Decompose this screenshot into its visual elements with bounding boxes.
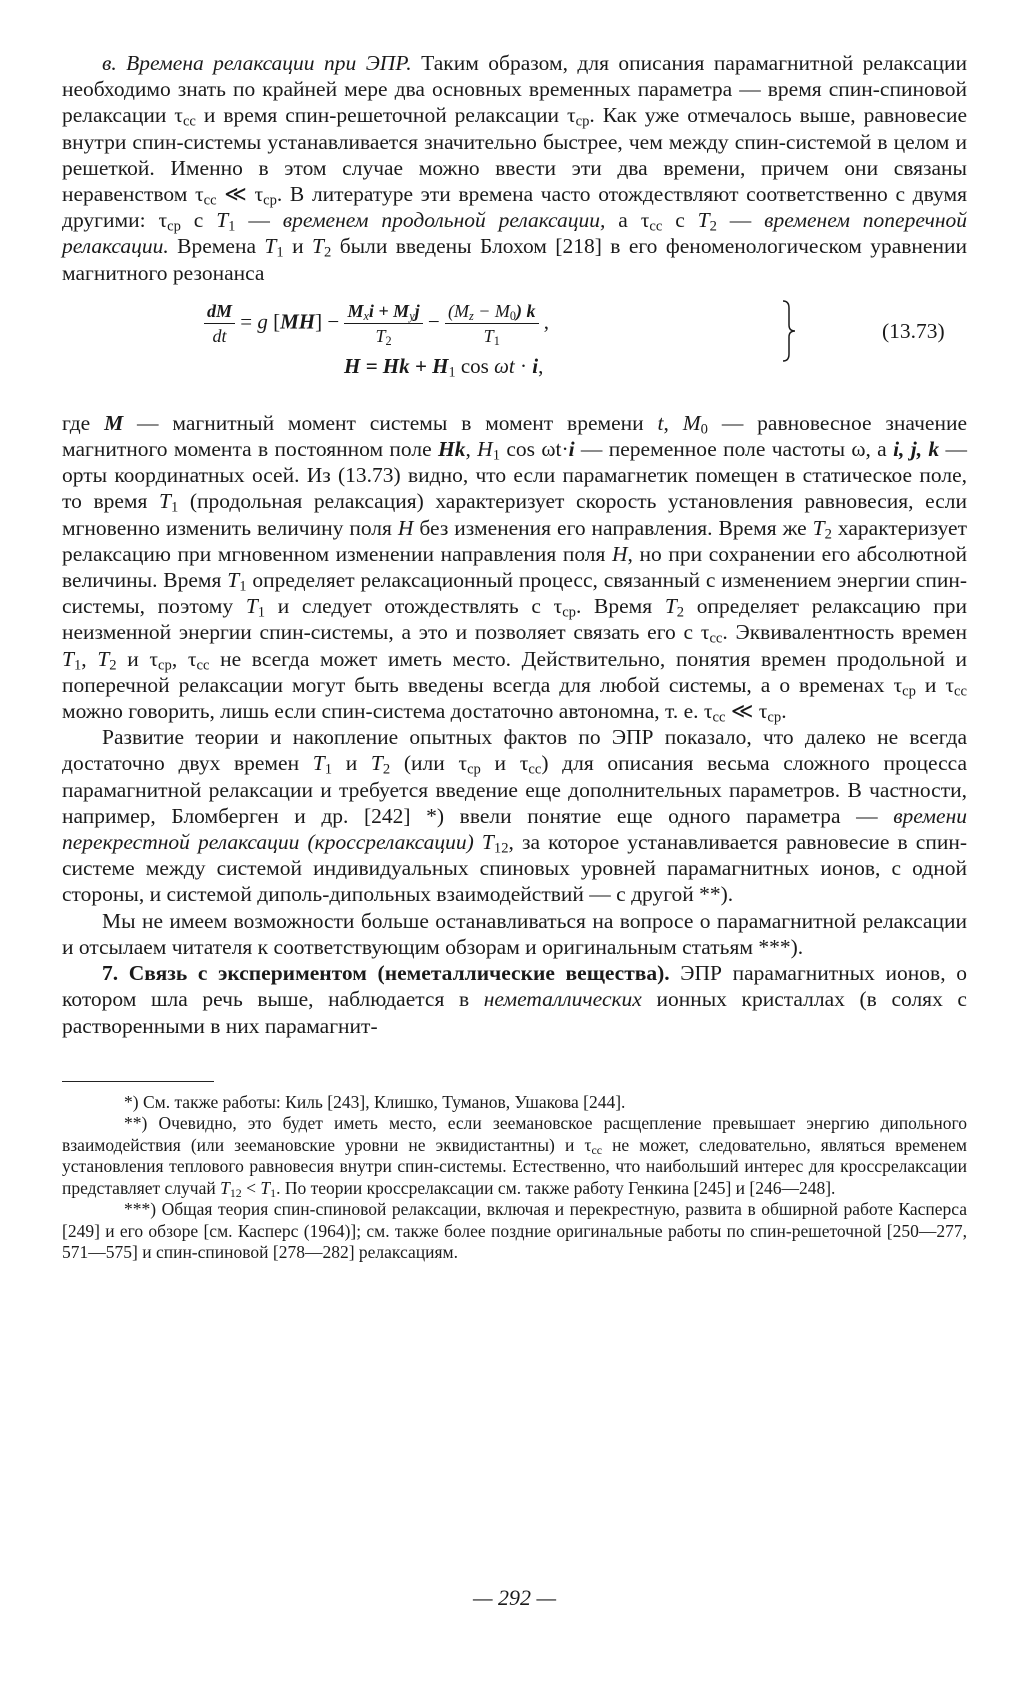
fraction-longitudinal: $\frac{(Mz - M_0) k}{T_1}$: [445, 300, 539, 347]
right-brace-icon: [782, 300, 796, 362]
footnote-3: ***) Общая теория спин-спиновой релаксации, включая и перекрестную, развита в обширной работе Касперса [249] и его обзоре [см. Касперс (1964)]; см. также более поздние оригинальные работы по спин-решеточной [250—277, 571—575] и спин-спиновой [278—282] релаксациям.: [62, 1199, 967, 1263]
equation-term: = g [MH] −: [240, 309, 340, 334]
paragraph-cross-relaxation: Развитие теории и накопление опытных фактов по ЭПР показало, что далеко не всегда достаточно двух времен $T_1$ и $T_2$ (или $\tau_{ср}$ и $\tau_{сс}$) для описания весьма сложного процесса парамагнитной релаксации и требуется введение еще дополнительных параметров. В частности, например, Бломберген и др. [242] *) ввели понятие еще одного параметра — времени перекрестной релаксации (кроссрелаксации) $T_{12}$, за которое устанавливается равновесие в спин-системе между системой индивидуальных спиновых уровней парамагнитных ионов, с одной стороны, и системой диполь-дипольных взаимодействий — с другой **).: [62, 725, 968, 907]
fraction-transverse: $\frac{\text{Mxi + Myj}}{T_2}$: [344, 300, 422, 347]
paragraph-references: Мы не имеем возможности больше останавливаться на вопросе о парамагнитной релаксации и отсылаем читателя к соответствующим обзорам и оригинальным статьям ***).: [62, 908, 967, 959]
fraction-dm-dt: $\frac{dM}{dt}$: [204, 300, 235, 347]
page-body: [62, 50, 968, 1610]
subsection-heading: 7. Связь с экспериментом (неметаллические вещества).: [102, 961, 670, 986]
equation-number: (13.73): [882, 318, 945, 343]
page-number: — 292 —: [472, 1585, 557, 1610]
footnote-1: *) См. также работы: Киль [243], Клишко, Туманов, Ушакова [244].: [124, 1091, 626, 1112]
footnote-divider: [62, 1081, 214, 1082]
equation-field: $H = Hk + H_1$ cos ωt · i,: [344, 353, 544, 381]
section-heading: в. Времена релаксации при ЭПР.: [102, 51, 412, 75]
paragraph-bloch-explanation: где M — магнитный момент системы в момент времени t, $M_0$ — равновесное значение магнитного момента в постоянном поле Hk, $H_1$ cos ωt·i — переменное поле частоты ω, а i, j, k — орты координатных осей. Из (13.73) видно, что если парамагнетик помещен в статическое поле, то время $T_1$ (продольная релаксация) характеризует скорость установления равновесия, если мгновенно изменить величину поля H без изменения его направления. Время же $T_2$ характеризует релаксацию при мгновенном изменении направления поля H, но при сохранении его абсолютной величины. Время $T_1$ определяет релаксационный процесс, связанный с изменением энергии спин-системы, поэтому $T_1$ и следует отождествлять с $\tau_{ср}$. Время $T_2$ определяет релаксацию при неизменной энергии спин-системы, а это и позволяет связать его с $\tau_{сс}$. Эквивалентность времен $T_1$, $T_2$ и $\tau_{ср}$, $\tau_{сс}$ не всегда может иметь место. Действительно, понятия времен продольной и поперечной релаксации могут быть введены всегда для любой системы, а о временах $\tau_{ср}$ и $\tau_{сс}$ можно говорить, лишь если спин-система достаточно автономна, т. е. $\tau_{сс}$ ≪ $\tau_{ср}$.: [62, 410, 968, 726]
bloch-equation: $\frac{dM}{dt}$ = g [MH] − $\frac{\text{Mxi + Myj}}{T_2}$ − $\frac{(Mz - M_0) k}{T_1}$ , $H = Hk + H_1$ cos ωt · i, (13.73): [62, 292, 967, 404]
paragraph-relaxation-times: в. Времена релаксации при ЭПР. Таким образом, для описания парамагнитной релаксации необходимо знать по крайней мере два основных временных параметра — время спин-спиновой релаксации $\tau_{сс}$ и время спин-решеточной релаксации $\tau_{ср}$. Как уже отмечалось выше, равновесие внутри спин-системы устанавливается значительно быстрее, чем между спин-системой в целом и решеткой. Именно в этом случае можно ввести эти два времени, причем они связаны неравенством $\tau_{сс}$ ≪ $\tau_{ср}$. В литературе эти времена часто отождествляют соответственно с двумя другими: $\tau_{ср}$ с $T_1$ — временем продольной релаксации, а $\tau_{сс}$ с $T_2$ — временем поперечной релаксации. Времена $T_1$ и $T_2$ были введены Блохом [218] в его феноменологическом уравнении магнитного резонанса: [62, 51, 968, 285]
paragraph-experiment: 7. Связь с экспериментом (неметаллические вещества). ЭПР парамагнитных ионов, о котором шла речь выше, наблюдается в неметаллических ионных кристаллах (в солях с растворенными в них парамагнит-: [62, 961, 967, 1038]
footnote-2: **) Очевидно, это будет иметь место, если зеемановское расщепление превышает энергию дипольного взаимодействия (или зеемановские уровни не эквидистантны) и $\tau_{сс}$ не может, следовательно, являться временем установления теплового равновесия внутри спин-системы. Естественно, что наибольший интерес для кроссрелаксации представляет случай $T_{12} < T_1$. По теории кроссрелаксации см. также работу Генкина [245] и [246—248].: [62, 1113, 967, 1200]
